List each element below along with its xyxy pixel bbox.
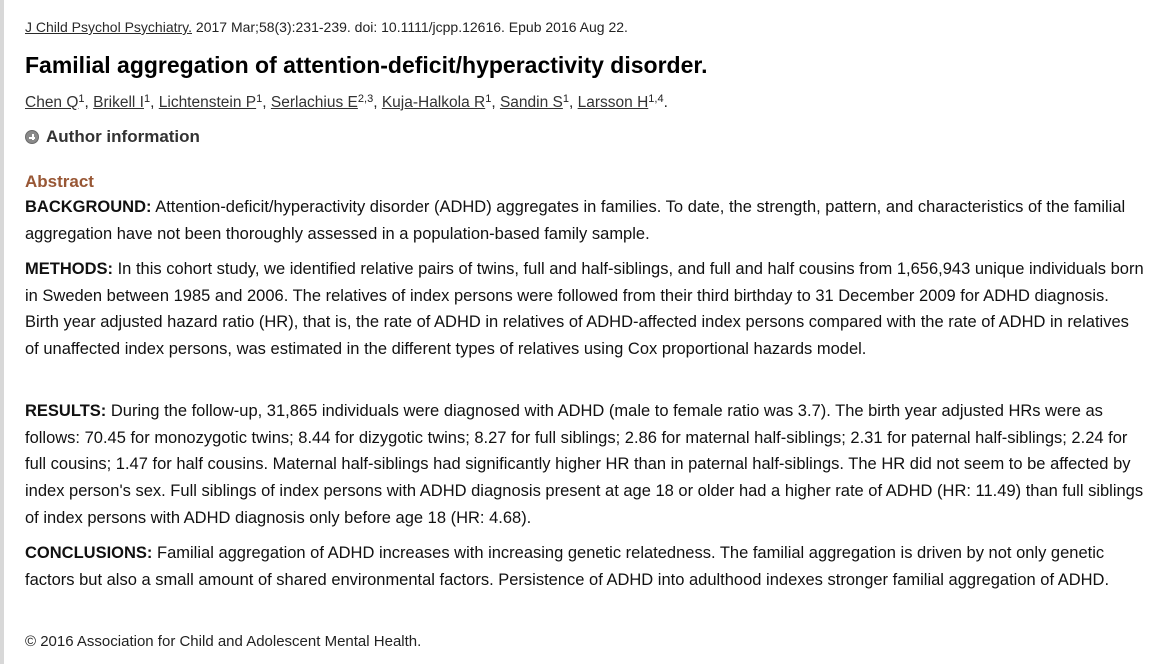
separator: , [569, 94, 578, 111]
abstract-section-results [25, 398, 1145, 532]
separator: , [84, 94, 94, 111]
abstract-section-methods [25, 256, 1145, 363]
separator: , [262, 94, 271, 111]
end-period: . [663, 94, 668, 111]
copyright-notice: © 2016 Association for Child and Adolescent Mental Health. [25, 633, 422, 650]
author-information-toggle[interactable] [25, 126, 200, 148]
section-label: BACKGROUND: [25, 198, 152, 216]
author-affiliation: 1 [256, 93, 263, 105]
separator: , [150, 94, 159, 111]
author-link[interactable]: Kuja-Halkola R [381, 94, 486, 111]
author-link[interactable]: Lichtenstein P [158, 94, 257, 111]
left-edge-bar [0, 0, 4, 664]
author-affiliation: 1 [562, 93, 569, 105]
author-information-label: Author information [46, 127, 200, 146]
separator: , [373, 94, 382, 111]
citation-details: 2017 Mar;58(3):231-239. doi: 10.1111/jcpp.12616. Epub 2016 Aug 22. [192, 19, 628, 35]
author-affiliation: 2,3 [357, 93, 374, 105]
separator: , [491, 94, 500, 111]
article-title: Familial aggregation of attention-deficit/hyperactivity disorder. [25, 52, 708, 78]
abstract-heading: Abstract [25, 172, 94, 191]
author-link[interactable]: Chen Q [25, 94, 79, 111]
author-affiliation: 1 [485, 93, 492, 105]
author-affiliation: 1 [144, 93, 151, 105]
plus-circle-icon[interactable] [25, 130, 39, 144]
author-affiliation: 1,4 [648, 93, 664, 105]
author-link[interactable]: Larsson H [577, 94, 649, 111]
section-label: CONCLUSIONS: [25, 544, 153, 562]
section-text: In this cohort study, we identified relative pairs of twins, full and half-siblings, and full and half cousins from 1,656,943 unique individuals born in Sweden between 1985 and 2006. The relatives of index persons were followed from their third birthday to 31 December 2009 for ADHD diagnosis. Birth year adjusted hazard ratio (HR), that is, the rate of ADHD in relatives of ADHD-affected index persons compared with the rate of ADHD in relatives of unaffected index persons, was estimated in the different types of relatives using Cox proportional hazards model. [25, 260, 1144, 359]
journal-link[interactable]: J Child Psychol Psychiatry. [25, 19, 193, 35]
section-text: Familial aggregation of ADHD increases with increasing genetic relatedness. The familial aggregation is driven by not only genetic factors but also a small amount of shared environmental factors. Persistence of ADHD into adulthood indexes stronger familial aggregation of ADHD. [25, 544, 1110, 589]
section-label: METHODS: [25, 260, 113, 278]
author-list [25, 92, 668, 114]
abstract-section-background [25, 194, 1145, 247]
section-text: During the follow-up, 31,865 individuals were diagnosed with ADHD (male to female ratio was 3.7). The birth year adjusted HRs were as follows: 70.45 for monozygotic twins; 8.44 for dizygotic twins; 8.27 for full siblings; 2.86 for maternal half-siblings; 2.31 for paternal half-siblings; 2.24 for full cousins; 1.47 for half cousins. Maternal half-siblings had significantly higher HR than in paternal half-siblings. The HR did not seem to be affected by index person's sex. Full siblings of index persons with ADHD diagnosis present at age 18 or older had a higher rate of ADHD (HR: 11.49) than full siblings of index persons with ADHD diagnosis only before age 18 (HR: 4.68). [25, 402, 1144, 527]
section-text: Attention-deficit/hyperactivity disorder (ADHD) aggregates in families. To date, the strength, pattern, and characteristics of the familial aggregation have not been thoroughly assessed in a population-based family sample. [25, 198, 1126, 243]
author-link[interactable]: Sandin S [499, 94, 563, 111]
author-link[interactable]: Brikell I [93, 94, 144, 111]
citation-line [25, 18, 628, 36]
author-affiliation: 1 [78, 93, 85, 105]
abstract-section-conclusions [25, 540, 1145, 593]
author-link[interactable]: Serlachius E [270, 94, 358, 111]
section-label: RESULTS: [25, 402, 107, 420]
